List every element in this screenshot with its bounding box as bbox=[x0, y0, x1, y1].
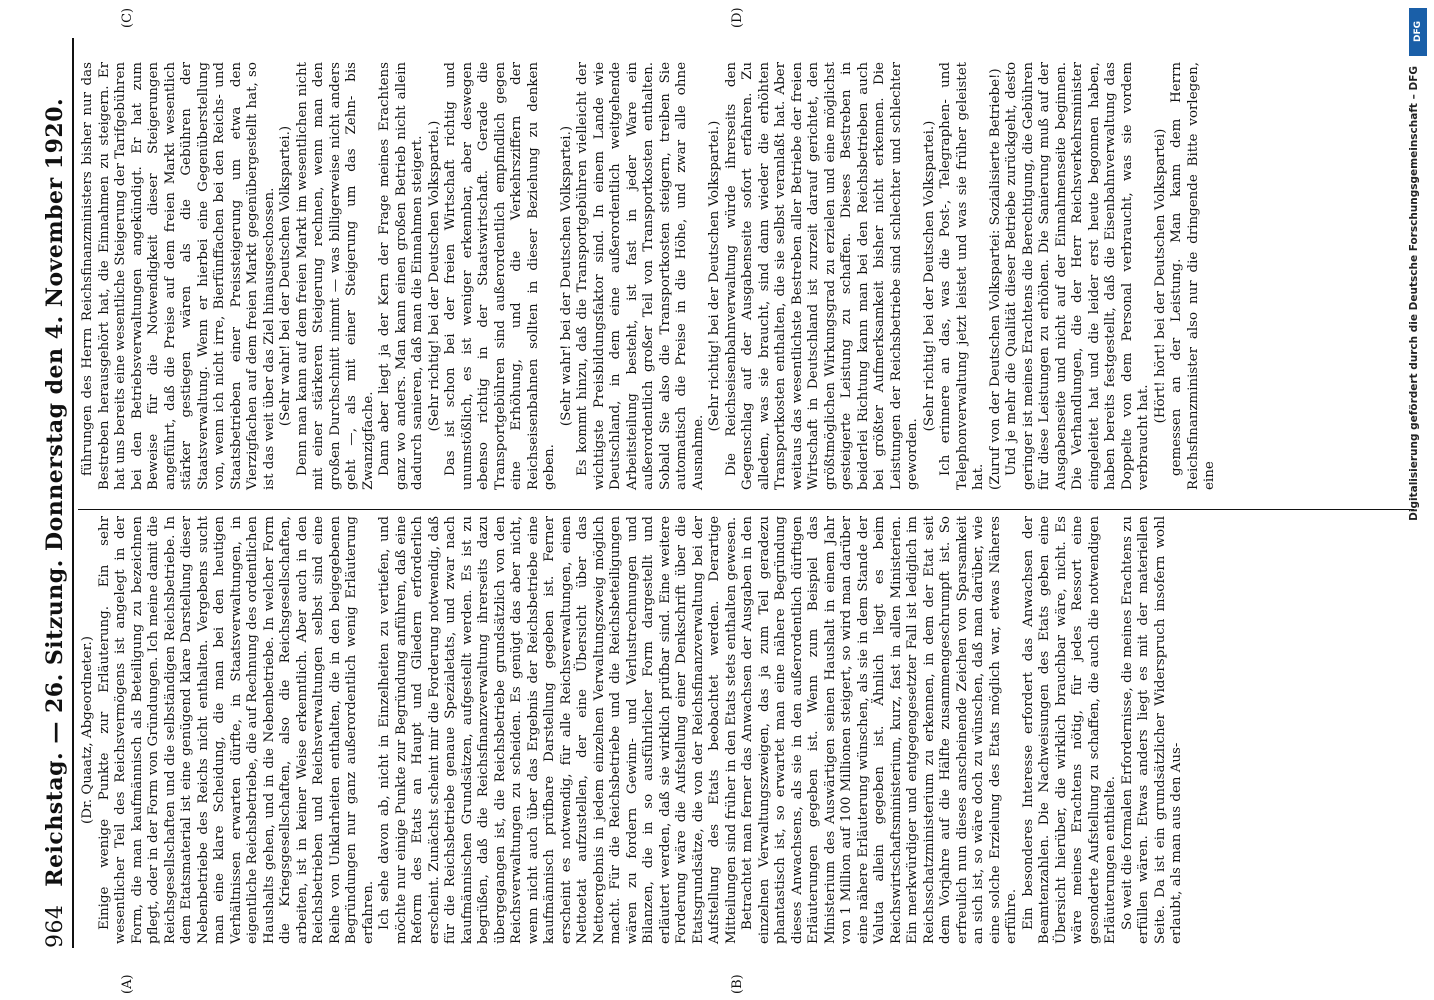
left-column-paragraph: Einige wenige Punkte zur Erläuterung. Ein sehr wesentlicher Teil des Reichsvermögens ist angelegt in der Form, die man kaufmännisch als Beteiligung zu bezeichnen pflegt, oder in der Form von Gründungen. Ich meine damit die Reichsgesellschaften und die selbständigen Reichsbetriebe. In dem Etatsmaterial ist eine genügend klare Darstellung dieser Nebenbetriebe des Reichs nicht enthalten. Vergebens sucht man eine klare Scheidung, die man bei den heutigen Verhältnissen erwarten dürfte, in Staatsverwaltungen, in eigentliche Reichsbetriebe, die auf Rechnung des ordentlichen Haushalts gehen, und in die Nebenbetriebe. In welcher Form die Kriegsgesellschaften, also die Reichsgesellschaften, arbeiten, ist in keiner Weise erkenntlich. Aber auch in den Reichsbetrieben und Reichsverwaltungen selbst sind eine Reihe von Unklarheiten enthalten, die in den beigegebenen Begründungen nur ganz außerordentlich wenig Erläuterung erfahren. bbox=[96, 516, 376, 944]
right-column-paragraph: (Hört! hört! bei der Deutschen Volkspartei) bbox=[1152, 128, 1168, 424]
right-column-paragraph: gemessen an der Leistung. Man kann dem Herrn Reichsfinanzminister also nur die dringende Bitte vorlegen, eine bbox=[1169, 62, 1217, 490]
right-column-paragraph: Ich erinnere an das, was die Post-, Telegraphen- und Telephonverwaltung jetzt leistet und was sie früher geleistet hat. bbox=[938, 62, 986, 490]
right-column bbox=[80, 62, 1219, 490]
margin-mark-c: (C) bbox=[120, 7, 135, 28]
margin-mark-b: (B) bbox=[730, 974, 745, 994]
right-column-paragraph: Das ist schon bei der freien Wirtschaft richtig und unumstößlich, es ist weniger erkennbar, aber deswegen ebenso richtig in der Staatswirtschaft. Gerade die Transportgebühren sind außerordentlich empfindlich gegen eine Erhöhung, und die Verkehrsziffern der Reichseisenbahnen sollten in dieser Beziehung zu denken geben. bbox=[443, 62, 557, 490]
right-column-paragraph: (Zuruf von der Deutschen Volkspartei: Sozialisierte Betriebe!) bbox=[987, 68, 1003, 490]
header-rule bbox=[72, 38, 74, 948]
right-column-paragraph: (Sehr richtig! bei der Deutschen Volkspartei.) bbox=[921, 120, 937, 432]
digitization-stamp bbox=[1406, 8, 1430, 698]
right-column-paragraph: (Sehr richtig! bei der Deutschen Volkspartei.) bbox=[707, 120, 722, 432]
right-column-paragraph: führungen des Herrn Reichsfinanzministers bisher nur das Bestreben herausgehört hat, die Einnahmen zu steigern. Er hat uns bereits eine wesentliche Steigerung der Tarifgebühren bei den Betriebsverwaltungen angekündigt. Er hat zum Beweise für die Notwendigkeit dieser Steigerungen angeführt, daß die Preise auf dem freien Markt wesentlich stärker gestiegen wären als die Gebühren der Staatsverwaltung. Wenn er hierbei eine Gegenüberstellung von, wenn ich nicht irre, Bierfünffachen bei den Reichs- und Staatsbetrieben einer Preissteigerung um etwa den Vierzigfachen auf dem freien Markt gegenübergestellt hat, so ist das weit über das Ziel hinausgeschossen. bbox=[80, 62, 277, 490]
right-column-paragraph: (Sehr richtig! bei der Deutschen Volkspartei.) bbox=[426, 120, 442, 432]
left-column-paragraph: Betrachtet man ferner das Anwachsen der Ausgaben in den einzelnen Verwaltungszweigen, das ja zum Teil geradezu phantastisch ist, so erwartet man eine nähere Begründung dieses Anwachsens, als sie in den außerordentlich dürftigen Erläuterungen gegeben ist. Wenn zum Beispiel das Ministerium des Auswärtigen seinen Haushalt in einem Jahr von 1 Million auf 100 Millionen steigert, so wird man darüber eine nähere Erläuterung wünschen, als sie in dem Stande der Valuta allein gegeben ist. Ähnlich liegt es beim Reichswirtschaftsministerium, kurz, fast in allen Ministerien. Ein merkwürdiger und entgegengesetzter Fall ist lediglich im Reichsschatzministerium zu erkennen, in dem der Etat seit dem Vorjahre auf die Hälfte zusammengeschrumpft ist. So erfreulich nun dieses anscheinende Zeichen von Sparsamkeit an sich ist, so wäre doch zu wünschen, daß man darüber, wie eine solche Erzielung des Etats möglich war, etwas Näheres erführe. bbox=[740, 516, 1019, 944]
right-column-paragraph: Und je mehr die Qualität dieser Betriebe zurückgeht, desto geringer ist meines Erachtens die Berechtigung, die Gebühren für diese Leistungen zu erhöhen. Die Sanierung muß auf der Ausgabenseite und nicht auf der Einnahmenseite beginnen. Die Verhandlungen, die der Herr Reichsverkehrsminister eingeleitet hat und die leider erst heute begonnen haben, haben bereits festgestellt, daß die Eisenbahnverwaltung das Doppelte von dem Personal verbraucht, was sie vordem verbraucht hat. bbox=[1004, 62, 1151, 490]
margin-mark-a: (A) bbox=[120, 974, 135, 994]
left-column-paragraph: Ein besonderes Interesse erfordert das Anwachsen der Beamtenzahlen. Die Nachweisungen des Etats geben eine Übersicht hierüber, die wirklich brauchbar wäre, nicht. Es wäre meines Erachtens nötig, für jedes Ressort eine gesonderte Aufstellung zu schaffen, die auch die notwendigen Erläuterungen enthielte. bbox=[1020, 516, 1118, 944]
page-number: 964 bbox=[43, 904, 68, 948]
right-column-paragraph: Dann aber liegt ja der Kern der Frage meines Erachtens ganz wo anders. Man kann einen großen Betrieb nicht allein dadurch sanieren, daß man die Einnahmen steigert. bbox=[377, 62, 425, 490]
header-title: Reichstag. — 26. Sitzung. Donnerstag den 4. November 1920. bbox=[42, 97, 68, 887]
right-column-paragraph: Die Reichseisenbahnverwaltung würde ihrerseits den Gegenschlag auf der Ausgabenseite sofort erfahren. Zu alledem, was sie braucht, sind dann wieder die erhöhten Transportkosten enthalten, die sie selbst veranlaßt hat. Aber weitaus das wesentlichste Bestreben aller Betriebe der freien Wirtschaft in Deutschland ist zurzeit darauf gerichtet, den größtmöglichen Wirkungsgrad zu erzielen und eine möglichst gesteigerte Leistung zu schaffen. Dieses Bestreben in beiderlei Richtung kann man bei den Reichsbetrieben auch bei größter Aufmerksamkeit bisher nicht erkennen. Die Leistungen der Reichsbetriebe sind schlechter und schlechter geworden. bbox=[723, 62, 920, 490]
right-column-paragraph: (Sehr wahr! bei der Deutschen Volkspartei.) bbox=[558, 125, 574, 427]
left-column-paragraph: So weit die formalen Erfordernisse, die meines Erachtens zu erfüllen wären. Etwas anders liegt es mit der materiellen Seite. Da ist ein grundsätzlicher Widerspruch insofern wohl erlaubt, als man aus den Aus- bbox=[1119, 516, 1184, 944]
left-column-paragraph: (Dr. Quaatz, Abgeordneter.) bbox=[80, 636, 95, 824]
column-divider bbox=[78, 509, 1414, 510]
left-column-paragraph: Ich sehe davon ab, nicht in Einzelheiten zu vertiefen, und möchte nur einige Punkte zur Begründung anführen, daß eine Reform des Etats an Haupt und Gliedern erforderlich erscheint. Zunächst scheint mir die Forderung notwendig, daß für die Reichsbetriebe genaue Spezialetats, und zwar nach kaufmännischen Grundsätzen, aufgestellt werden. Es ist zu begrüßen, daß die Reichsfinanzverwaltung ihrerseits dazu übergegangen ist, die Reichsbetriebe grundsätzlich von den Reichsverwaltungen zu scheiden. Es genügt das aber nicht, wenn nicht auch über das Ergebnis der Reichsbetriebe eine kaufmännisch prüfbare Darstellung gegeben ist. Ferner erscheint es notwendig, für alle Reichsverwaltungen, einen Nettoetat aufzustellen, der eine Übersicht über das Nettoergebnis in jedem einzelnen Verwaltungszweig möglich macht. Für die Reichsbetriebe und die Reichsbeteiligungen wären zu fordern Gewinn- und Verlustrechnungen und Bilanzen, die in so ausführlicher Form dargestellt und erläutert werden, daß sie wirklich prüfbar sind. Eine weitere Forderung wäre die Aufstellung einer Denkschrift über die Etatsgrundsätze, die von der Reichsfinanzverwaltung bei der Aufstellung des Etats beobachtet werden. Derartige Mitteilungen sind früher in den Etats stets enthalten gewesen. bbox=[377, 516, 739, 944]
right-column-paragraph: Es kommt hinzu, daß die Transportgebühren vielleicht der wichtigste Preisbildungsfaktor sind. In einem Lande wie Deutschland, in dem eine außerordentlich weitgehende Arbeitsteilung besteht, ist fast in jeder Ware ein außerordentlich großer Teil von Transportkosten enthalten. Sobald Sie also die Transportkosten steigern, treiben Sie automatisch die Preise in die Höhe, und zwar alle ohne Ausnahme. bbox=[575, 62, 706, 490]
left-column bbox=[80, 516, 1186, 944]
page-header bbox=[28, 40, 68, 948]
right-column-paragraph: (Sehr wahr! bei der Deutschen Volkspartei.) bbox=[278, 125, 293, 427]
dfg-logo: DFG bbox=[1409, 8, 1427, 56]
stamp-text: Digitalisierung gefördert durch die Deutsche Forschungsgemeinschaft – DFG bbox=[1408, 66, 1420, 521]
margin-mark-d: (D) bbox=[730, 7, 745, 28]
right-column-paragraph: Denn man kann auf dem freien Markt im wesentlichen nicht mit einer stärkeren Steigerung rechnen, wenn man den großen Durchschnitt nimmt — was billigerweise nicht anders geht —, als mit einer Steigerung um das Zehn- bis Zwanzigfache. bbox=[294, 62, 376, 490]
